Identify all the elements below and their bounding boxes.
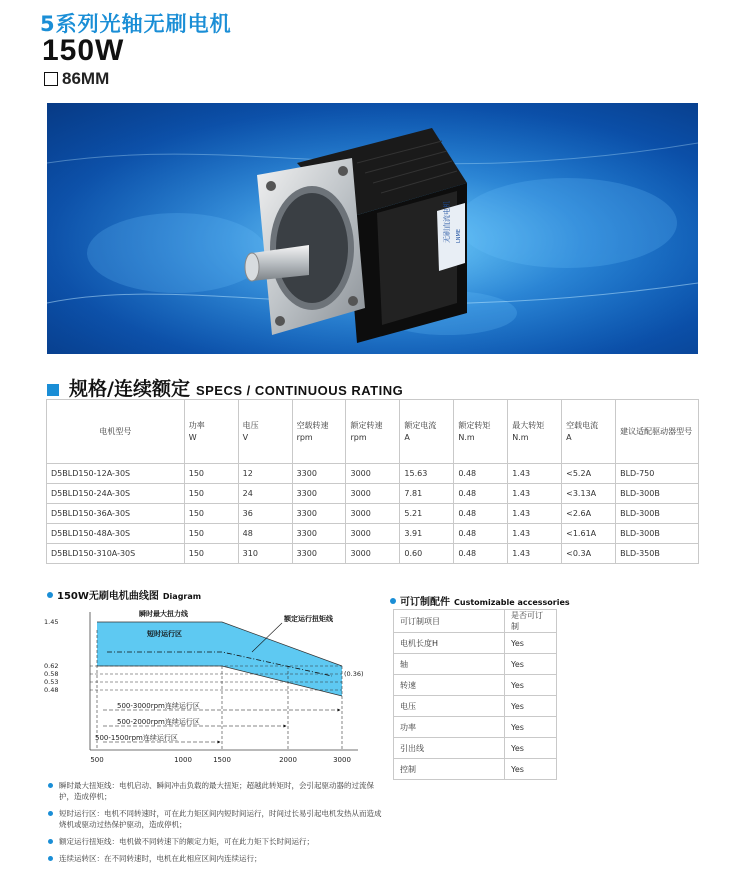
cell: 0.48 <box>454 544 508 564</box>
cell: 3000 <box>346 544 400 564</box>
cell: 0.48 <box>454 484 508 504</box>
short-zone-label: 短时运行区 <box>147 630 182 638</box>
specs-table <box>46 399 699 564</box>
square-frame-icon <box>44 72 58 86</box>
chart-title-cn: 150W无刷电机曲线图 <box>57 591 159 602</box>
cell: Yes <box>505 759 557 780</box>
cell: BLD-750 <box>616 464 699 484</box>
cell: Yes <box>505 654 557 675</box>
cell: 3300 <box>292 464 346 484</box>
power-rating: 150W <box>42 34 125 67</box>
accessories-table <box>393 609 557 780</box>
cell: 1.43 <box>508 484 562 504</box>
col-header: 最大转矩 N.m <box>508 400 562 464</box>
cell: 1.43 <box>508 504 562 524</box>
cell-model: D5BLD150-12A-30S <box>47 464 185 484</box>
x-tick-label: 1000 <box>174 756 192 764</box>
cell: 1.43 <box>508 544 562 564</box>
cell: BLD-350B <box>616 544 699 564</box>
cell: 1.43 <box>508 464 562 484</box>
heading-square-icon <box>47 384 59 396</box>
col-header: 额定转矩 N.m <box>454 400 508 464</box>
continuous-zone-label: 500-3000rpm连续运行区 <box>117 702 200 710</box>
cell: 电机长度H <box>394 633 505 654</box>
accessories-header-row <box>394 610 557 633</box>
cell: 36 <box>238 504 292 524</box>
series-title: 5系列光轴无刷电机 <box>40 12 232 36</box>
cell: <1.61A <box>562 524 616 544</box>
col-header: 额定电流 A <box>400 400 454 464</box>
cell: 轴 <box>394 654 505 675</box>
note-item <box>48 780 388 802</box>
cell: 3300 <box>292 524 346 544</box>
bullet-icon <box>48 839 53 844</box>
y-tick-label: 1.45 <box>44 618 59 626</box>
table-row <box>394 696 557 717</box>
x-tick-label: 500 <box>90 756 104 764</box>
cell: 转速 <box>394 675 505 696</box>
accessories-title-en: Customizable accessories <box>454 598 570 607</box>
table-row <box>47 524 699 544</box>
cell: 0.60 <box>400 544 454 564</box>
y-tick-label: 0.48 <box>44 686 59 694</box>
note-item <box>48 808 388 830</box>
cell: Yes <box>505 675 557 696</box>
motor-illustration <box>47 103 698 354</box>
bullet-icon <box>48 783 53 788</box>
cell: 150 <box>184 504 238 524</box>
continuous-zone-label: 500-1500rpm连续运行区 <box>95 734 178 742</box>
y-tick-label: 0.53 <box>44 678 59 686</box>
cell: 12 <box>238 464 292 484</box>
cell: 150 <box>184 524 238 544</box>
bullet-icon <box>47 592 53 598</box>
note-text: 短时运行区：电机不同转速时，可在此力矩区间内短时间运行，时间过长易引起电机发热从而造成烧机或驱动过热保护驱动，造成停机； <box>59 809 382 829</box>
cell: 3000 <box>346 484 400 504</box>
cell-model: D5BLD150-36A-30S <box>47 504 185 524</box>
cell: 电压 <box>394 696 505 717</box>
specs-header-row <box>47 400 699 464</box>
cell: <3.13A <box>562 484 616 504</box>
cell: 3300 <box>292 484 346 504</box>
y-tick-label: 0.62 <box>44 662 59 670</box>
table-row <box>47 504 699 524</box>
table-row <box>47 484 699 504</box>
cell: 7.81 <box>400 484 454 504</box>
table-row <box>47 464 699 484</box>
product-banner <box>47 103 698 354</box>
cell: 3000 <box>346 464 400 484</box>
frame-size <box>44 70 109 88</box>
cell: 3300 <box>292 504 346 524</box>
table-row <box>394 738 557 759</box>
table-row <box>394 633 557 654</box>
col-header: 建议适配驱动器型号 <box>616 400 699 464</box>
col-header: 空载电流 A <box>562 400 616 464</box>
frame-size-text: 86MM <box>62 69 110 88</box>
table-row <box>394 675 557 696</box>
cell: 引出线 <box>394 738 505 759</box>
motor-label: 无刷直流电机 <box>443 201 451 243</box>
cell: <2.6A <box>562 504 616 524</box>
motor-flange <box>257 158 365 335</box>
table-row <box>394 759 557 780</box>
continuous-zone-label: 500-2000rpm连续运行区 <box>117 718 200 726</box>
cell-model: D5BLD150-48A-30S <box>47 524 185 544</box>
cell: Yes <box>505 633 557 654</box>
end-value-label: (0.36) <box>344 670 364 678</box>
torque-speed-chart <box>40 600 375 778</box>
col-header: 可订制项目 <box>394 610 505 633</box>
x-tick-label: 1500 <box>213 756 231 764</box>
accessories-heading <box>390 593 570 608</box>
y-tick-label: 0.58 <box>44 670 59 678</box>
cell: BLD-300B <box>616 504 699 524</box>
cell: 控制 <box>394 759 505 780</box>
cell: 5.21 <box>400 504 454 524</box>
col-header: 是否可订制 <box>505 610 557 633</box>
specs-title-cn: 规格/连续额定 <box>69 378 190 400</box>
cell: 48 <box>238 524 292 544</box>
notes-list <box>48 780 388 870</box>
cell: 1.43 <box>508 524 562 544</box>
table-row <box>394 654 557 675</box>
cell: 功率 <box>394 717 505 738</box>
cell: 0.48 <box>454 464 508 484</box>
cell: <5.2A <box>562 464 616 484</box>
note-item <box>48 836 388 847</box>
note-text: 连续运转区：在不同转速时，电机在此相应区间内连续运行； <box>59 854 262 863</box>
col-header: 空载转速 rpm <box>292 400 346 464</box>
table-row <box>394 717 557 738</box>
cell: 3000 <box>346 524 400 544</box>
cell-model: D5BLD150-310A-30S <box>47 544 185 564</box>
note-item <box>48 853 388 864</box>
cell: BLD-300B <box>616 484 699 504</box>
cell: 3300 <box>292 544 346 564</box>
specs-title-en: SPECS / CONTINUOUS RATING <box>195 383 404 398</box>
cell: Yes <box>505 717 557 738</box>
cell: 150 <box>184 544 238 564</box>
chart-title-en: Diagram <box>162 592 202 601</box>
short-time-zone-area <box>97 622 342 696</box>
x-tick-label: 2000 <box>279 756 297 764</box>
bullet-icon <box>48 856 53 861</box>
cell: Yes <box>505 696 557 717</box>
specs-heading <box>47 374 403 401</box>
cell: 150 <box>184 464 238 484</box>
col-header: 功率 W <box>184 400 238 464</box>
cell: 310 <box>238 544 292 564</box>
col-header: 电机型号 <box>47 400 185 464</box>
cell: 15.63 <box>400 464 454 484</box>
cell: 3000 <box>346 504 400 524</box>
cell: 24 <box>238 484 292 504</box>
cell: 150 <box>184 484 238 504</box>
bullet-icon <box>48 811 53 816</box>
rated-torque-label: 额定运行扭矩线 <box>284 615 333 623</box>
x-tick-label: 3000 <box>333 756 351 764</box>
cell: <0.3A <box>562 544 616 564</box>
note-text: 瞬时最大扭矩线：电机启动、瞬间冲击负载的最大扭矩；超越此转矩时，会引起驱动器的过流保护，造成停机； <box>59 781 374 801</box>
cell: Yes <box>505 738 557 759</box>
bullet-icon <box>390 598 396 604</box>
table-row <box>47 544 699 564</box>
accessories-title-cn: 可订制配件 <box>400 597 450 608</box>
max-torque-label: 瞬时最大扭力线 <box>139 610 188 618</box>
note-text: 额定运行扭矩线：电机做不同转速下的额定力矩，可在此力矩下长时间运行； <box>59 837 314 846</box>
motor-brand: LNME <box>456 229 462 243</box>
cell: 0.48 <box>454 504 508 524</box>
cell: BLD-300B <box>616 524 699 544</box>
col-header: 电压 V <box>238 400 292 464</box>
cell-model: D5BLD150-24A-30S <box>47 484 185 504</box>
cell: 0.48 <box>454 524 508 544</box>
col-header: 额定转速 rpm <box>346 400 400 464</box>
cell: 3.91 <box>400 524 454 544</box>
